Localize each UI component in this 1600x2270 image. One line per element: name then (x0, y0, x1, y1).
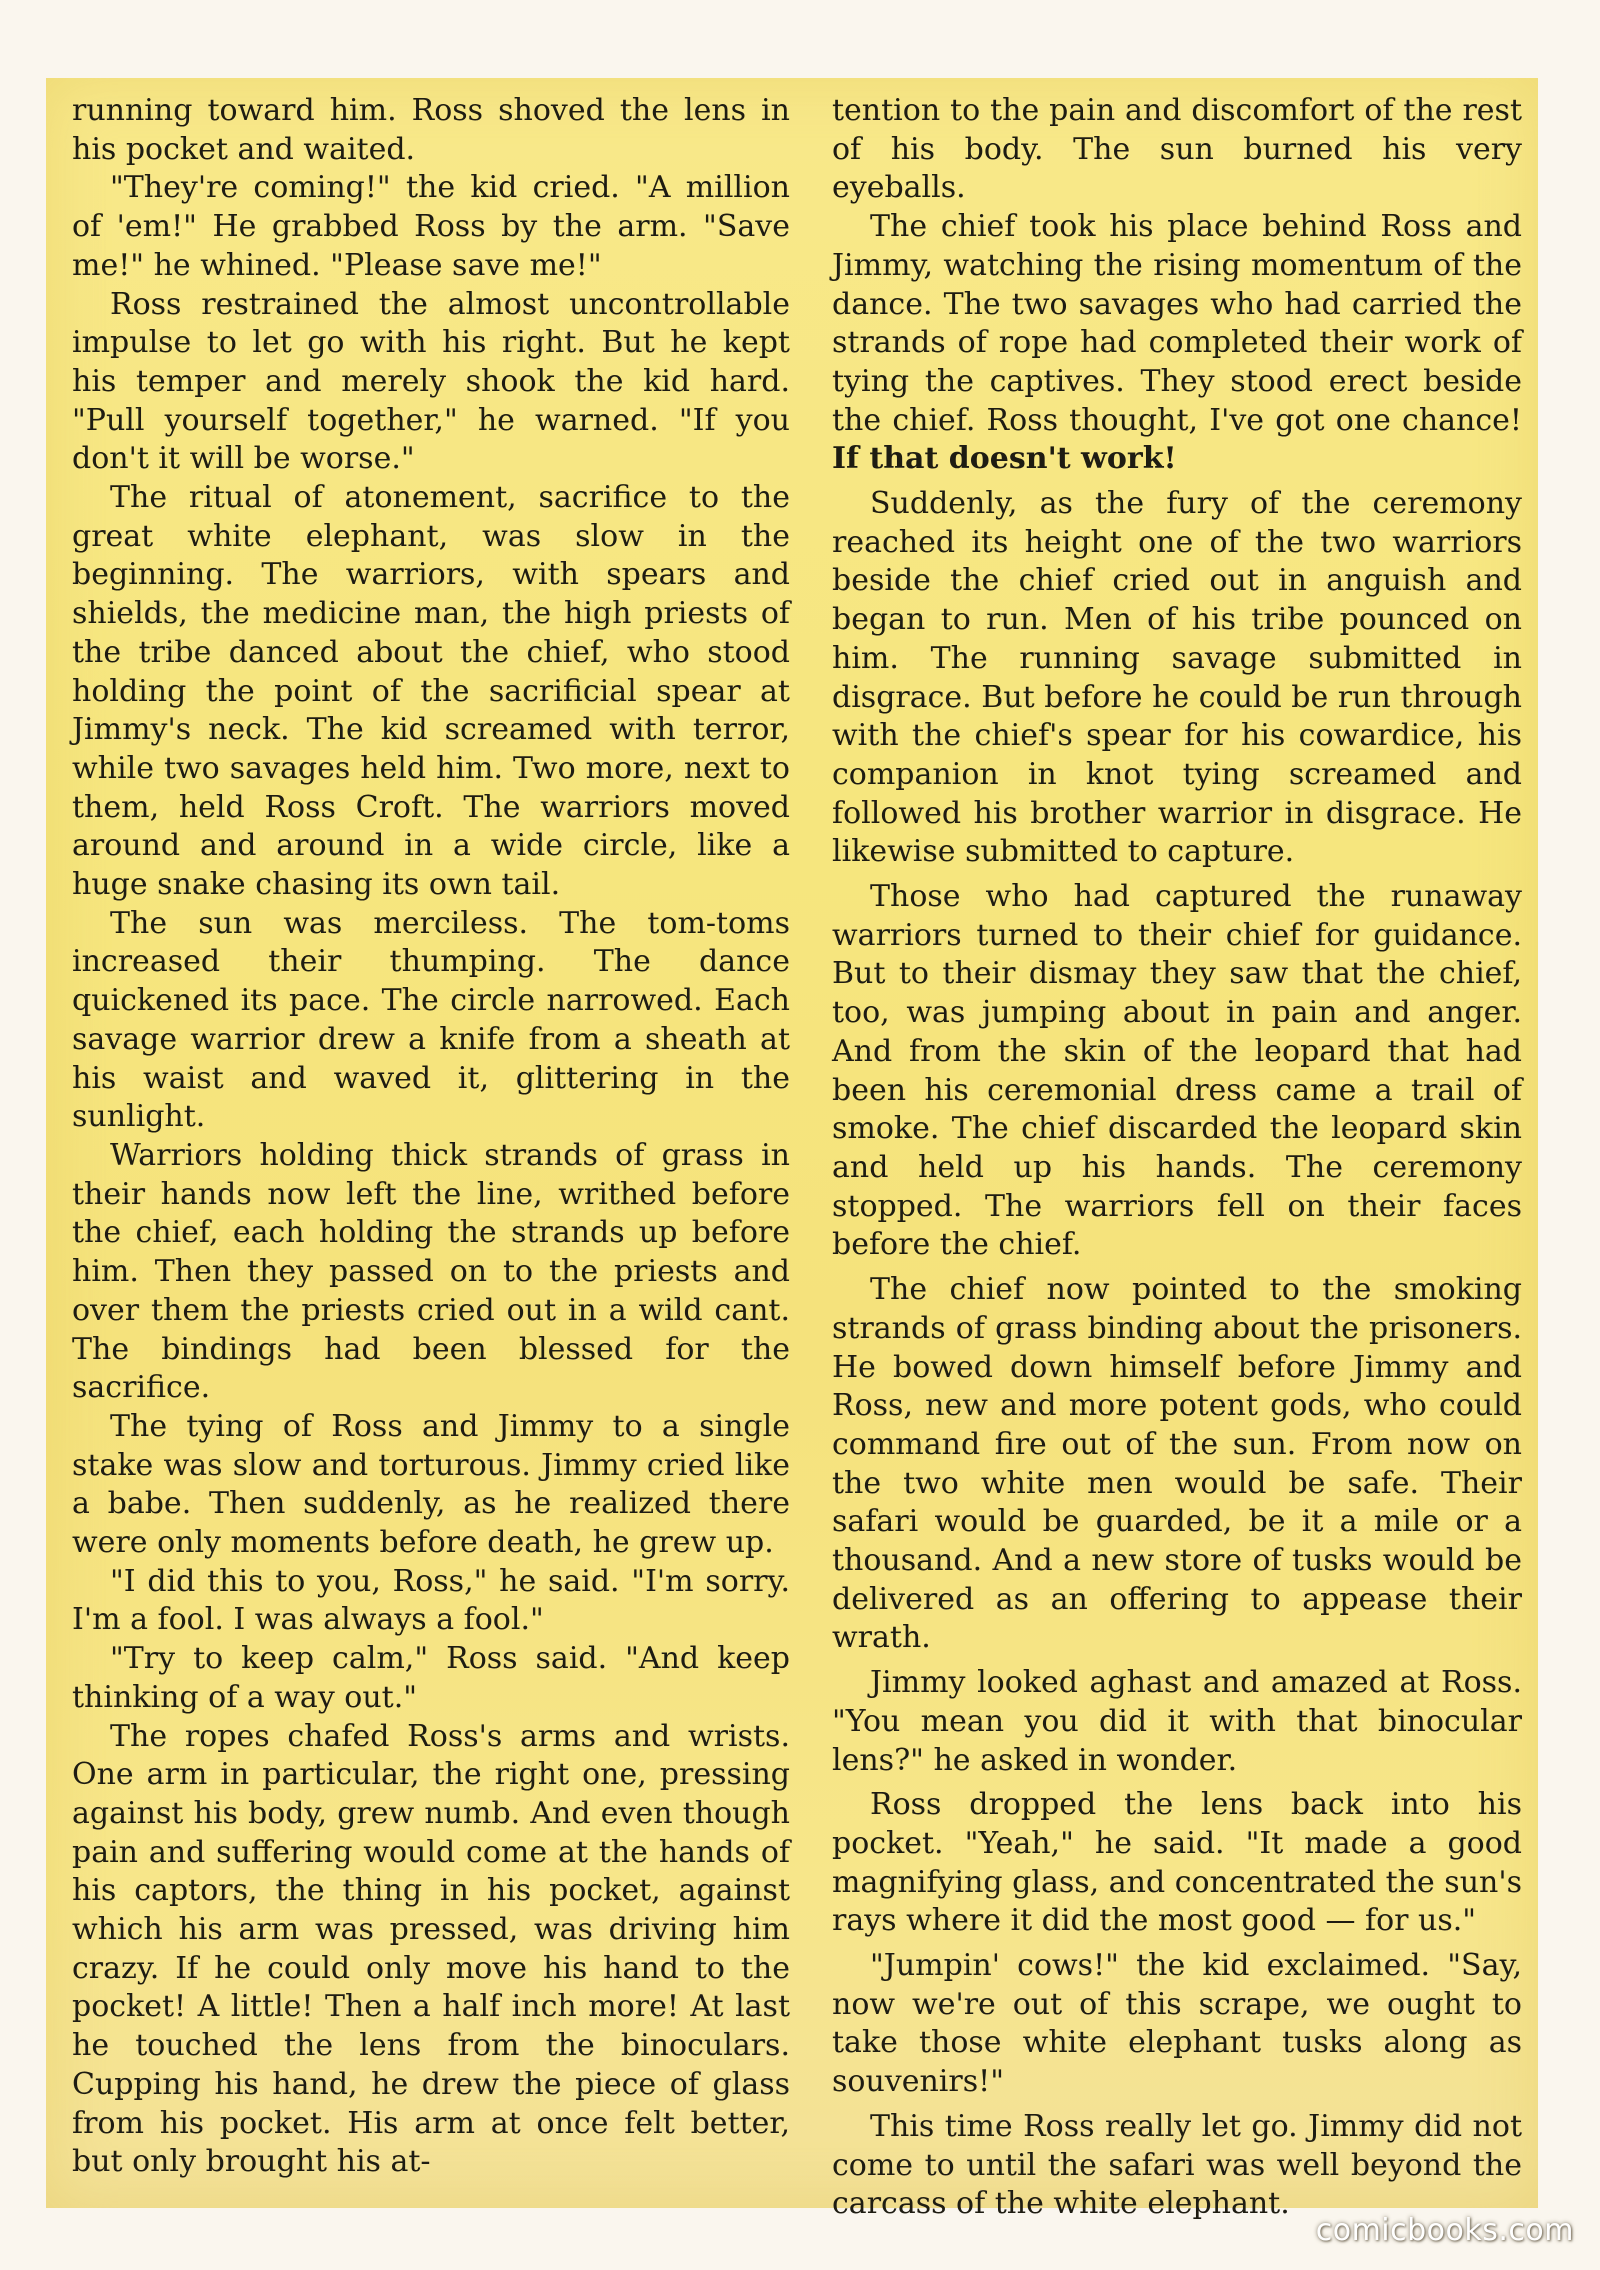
paragraph-text: The chief took his place behind Ross and Jimmy, watching the rising momentum of the dance. The two savages who had carried the strands of rope had completed their work of tying the captives. They stood erect beside the chief. Ross thought, I've got one chance! (832, 209, 1522, 438)
paragraph: Ross dropped the lens back into his pocket. "Yeah," he said. "It made a good magnifying glass, and concentrated the sun's rays where it did the most good — for us." (832, 1787, 1522, 1939)
paragraph (832, 208, 1522, 479)
paragraph: Those who had captured the runaway warriors turned to their chief for guidance. But to their dismay they saw that the chief, too, was jumping about in pain and anger. And from the skin of the leopard that had been his ceremonial dress came a trail of smoke. The chief discarded the leopard skin and held up his hands. The ceremony stopped. The warriors fell on their faces before the chief. (832, 879, 1522, 1263)
site-watermark: comicbooks.com (1315, 2213, 1574, 2248)
paragraph: "Try to keep calm," Ross said. "And keep thinking of a way out." (72, 1641, 790, 1715)
paragraph: Jimmy looked aghast and amazed at Ross. "You mean you did it with that binocular lens?" he asked in wonder. (832, 1665, 1522, 1778)
paragraph: Ross restrained the almost uncontrollable impulse to let go with his right. But he kept his temper and merely shook the kid hard. "Pull yourself together," he warned. "If you don't it will be worse." (72, 286, 790, 477)
paragraph: tention to the pain and discomfort of the rest of his body. The sun burned his very eyeballs. (832, 93, 1522, 206)
story-page (46, 78, 1538, 2222)
paragraph: The chief now pointed to the smoking strands of grass binding about the prisoners. He bowed down himself before Jimmy and Ross, new and more potent gods, who could command fire out of the sun. From now on the two white men would be safe. Their safari would be guarded, be it a mile or a thousand. And a new store of tusks would be delivered as an offering to appease their wrath. (832, 1272, 1522, 1656)
paragraph: The ropes chafed Ross's arms and wrists. One arm in particular, the right one, pressing against his body, grew numb. And even though pain and suffering would come at the hands of his captors, the thing in his pocket, against which his arm was pressed, was driving him crazy. If he could only move his hand to the pocket! A little! Then a half inch more! At last he touched the lens from the binoculars. Cupping his hand, he drew the piece of glass from his pocket. His arm at once felt better, but only brought his at- (72, 1718, 790, 2180)
right-text-column (832, 92, 1522, 2224)
paragraph: The sun was merciless. The tom-toms increased their thumping. The dance quickened its pace. The circle narrowed. Each savage warrior drew a knife from a sheath at his waist and waved it, glittering in the sunlight. (72, 905, 790, 1135)
emphasized-text: If that doesn't work! (832, 441, 1177, 477)
paragraph: Warriors holding thick strands of grass in their hands now left the line, writhed before the chief, each holding the strands up before him. Then they passed on to the priests and over them the priests cried out in a wild cant. The bindings had been blessed for the sacrifice. (72, 1137, 790, 1406)
paragraph: The tying of Ross and Jimmy to a single stake was slow and torturous. Jimmy cried like a babe. Then suddenly, as he realized there were only moments before death, he grew up. (72, 1408, 790, 1561)
paragraph: The ritual of atonement, sacrifice to the great white elephant, was slow in the beginning. The warriors, with spears and shields, the medicine man, the high priests of the tribe danced about the chief, who stood holding the point of the sacrificial spear at Jimmy's neck. The kid screamed with terror, while two savages held him. Two more, next to them, held Ross Croft. The warriors moved around and around in a wide circle, like a huge snake chasing its own tail. (72, 480, 790, 903)
paragraph: "Jumpin' cows!" the kid exclaimed. "Say, now we're out of this scrape, we ought to take those white elephant tusks along as souvenirs!" (832, 1948, 1522, 2100)
left-text-column (72, 92, 790, 2182)
paragraph: "They're coming!" the kid cried. "A million of 'em!" He grabbed Ross by the arm. "Save me!" he whined. "Please save me!" (72, 170, 790, 283)
paragraph: This time Ross really let go. Jimmy did not come to until the safari was well beyond the carcass of the white elephant. (832, 2108, 1522, 2222)
paragraph: running toward him. Ross shoved the lens in his pocket and waited. (72, 93, 790, 167)
paragraph: Suddenly, as the fury of the ceremony reached its height one of the two warriors beside the chief cried out in anguish and began to run. Men of his tribe pounced on him. The running savage submitted in disgrace. But before he could be run through with the chief's spear for his cowardice, his companion in knot tying screamed and followed his brother warrior in disgrace. He likewise submitted to capture. (832, 486, 1522, 870)
paragraph: "I did this to you, Ross," he said. "I'm sorry. I'm a fool. I was always a fool." (72, 1563, 790, 1638)
